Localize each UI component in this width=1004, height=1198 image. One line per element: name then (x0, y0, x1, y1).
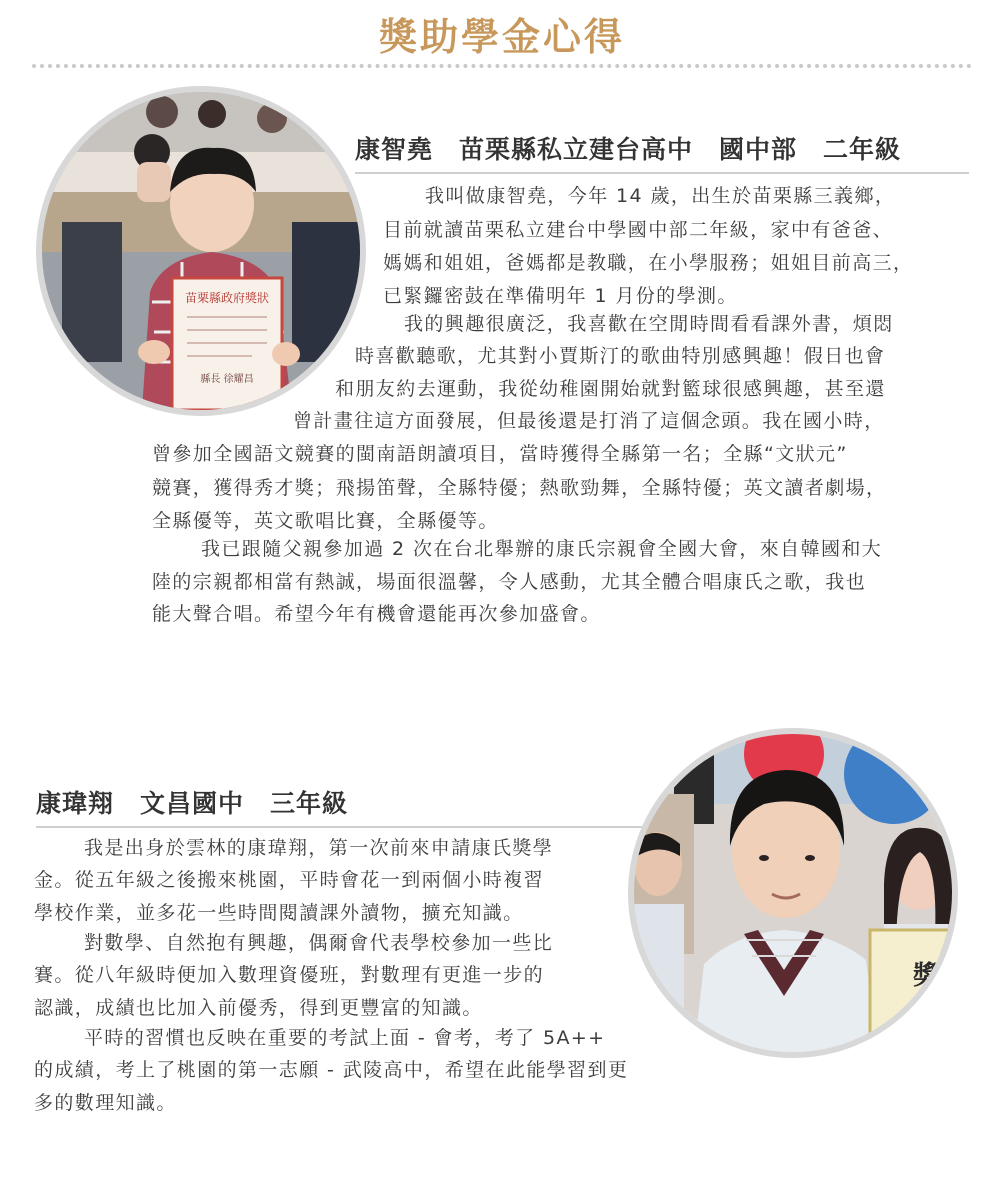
essay-line: 曾參加全國語文競賽的閩南語朗讀項目，當時獲得全縣第一名；全縣“文狀元” (152, 443, 848, 465)
essay-line: 我叫做康智堯，今年 14 歲，出生於苗栗縣三義鄉， (425, 185, 896, 207)
student1-photo (36, 86, 366, 416)
essay-line: 媽媽和姐姐，爸媽都是教職，在小學服務；姐姐目前高三， (383, 252, 914, 274)
essay-line: 我是出身於雲林的康瑋翔，第一次前來申請康氏獎學 (84, 837, 554, 859)
student1-heading: 康智堯 苗栗縣私立建台高中 國中部 二年級 (355, 130, 969, 174)
essay-line: 我已跟隨父親參加過 2 次在台北舉辦的康氏宗親會全國大會，來自韓國和大 (201, 538, 883, 560)
essay-line: 平時的習慣也反映在重要的考試上面 - 會考，考了 5A++ (84, 1027, 606, 1049)
certificate-signature: 縣長 徐耀昌 (200, 374, 254, 385)
student2-photo (628, 728, 958, 1058)
essay-line: 和朋友約去運動，我從幼稚園開始就對籃球很感興趣，甚至還 (335, 378, 886, 400)
essay-line: 的成績，考上了桃園的第一志願 - 武陵高中，希望在此能學習到更 (34, 1059, 629, 1081)
essay-line: 金。從五年級之後搬來桃園，平時會花一到兩個小時複習 (34, 869, 545, 891)
essay-line: 陸的宗親都相當有熱誠，場面很溫馨，令人感動，尤其全體合唱康氏之歌，我也 (152, 571, 867, 593)
title-divider (32, 64, 972, 68)
essay-line: 賽。從八年級時便加入數理資優班，對數理有更進一步的 (34, 964, 545, 986)
essay-line: 能大聲合唱。希望今年有機會還能再次參加盛會。 (152, 603, 601, 625)
certificate-char: 獎 (912, 961, 940, 991)
essay-line: 多的數理知識。 (34, 1092, 177, 1114)
essay-line: 已緊鑼密鼓在準備明年 1 月份的學測。 (383, 285, 738, 307)
essay-line: 時喜歡聽歌，尤其對小賈斯汀的歌曲特別感興趣！假日也會 (355, 345, 886, 367)
essay-line: 學校作業，並多花一些時間閱讀課外讀物，擴充知識。 (34, 902, 524, 924)
essay-line: 全縣優等，英文歌唱比賽，全縣優等。 (152, 510, 499, 532)
essay-line: 認識，成績也比加入前優秀，得到更豐富的知識。 (34, 997, 483, 1019)
certificate-title: 苗栗縣政府獎狀 (184, 291, 270, 305)
essay-line: 競賽，獲得秀才獎；飛揚笛聲，全縣特優；熱歌勁舞，全縣特優；英文讀者劇場， (152, 477, 887, 499)
essay-line: 對數學、自然抱有興趣，偶爾會代表學校參加一些比 (84, 932, 554, 954)
page-title: 獎助學金心得 (378, 15, 625, 59)
student2-heading: 康瑋翔 文昌國中 三年級 (36, 784, 642, 828)
essay-line: 我的興趣很廣泛，我喜歡在空閒時間看看課外書，煩悶 (404, 313, 894, 335)
essay-line: 目前就讀苗栗私立建台中學國中部二年級，家中有爸爸、 (383, 219, 894, 241)
essay-line: 曾計畫往這方面發展，但最後還是打消了這個念頭。我在國小時， (293, 410, 885, 432)
